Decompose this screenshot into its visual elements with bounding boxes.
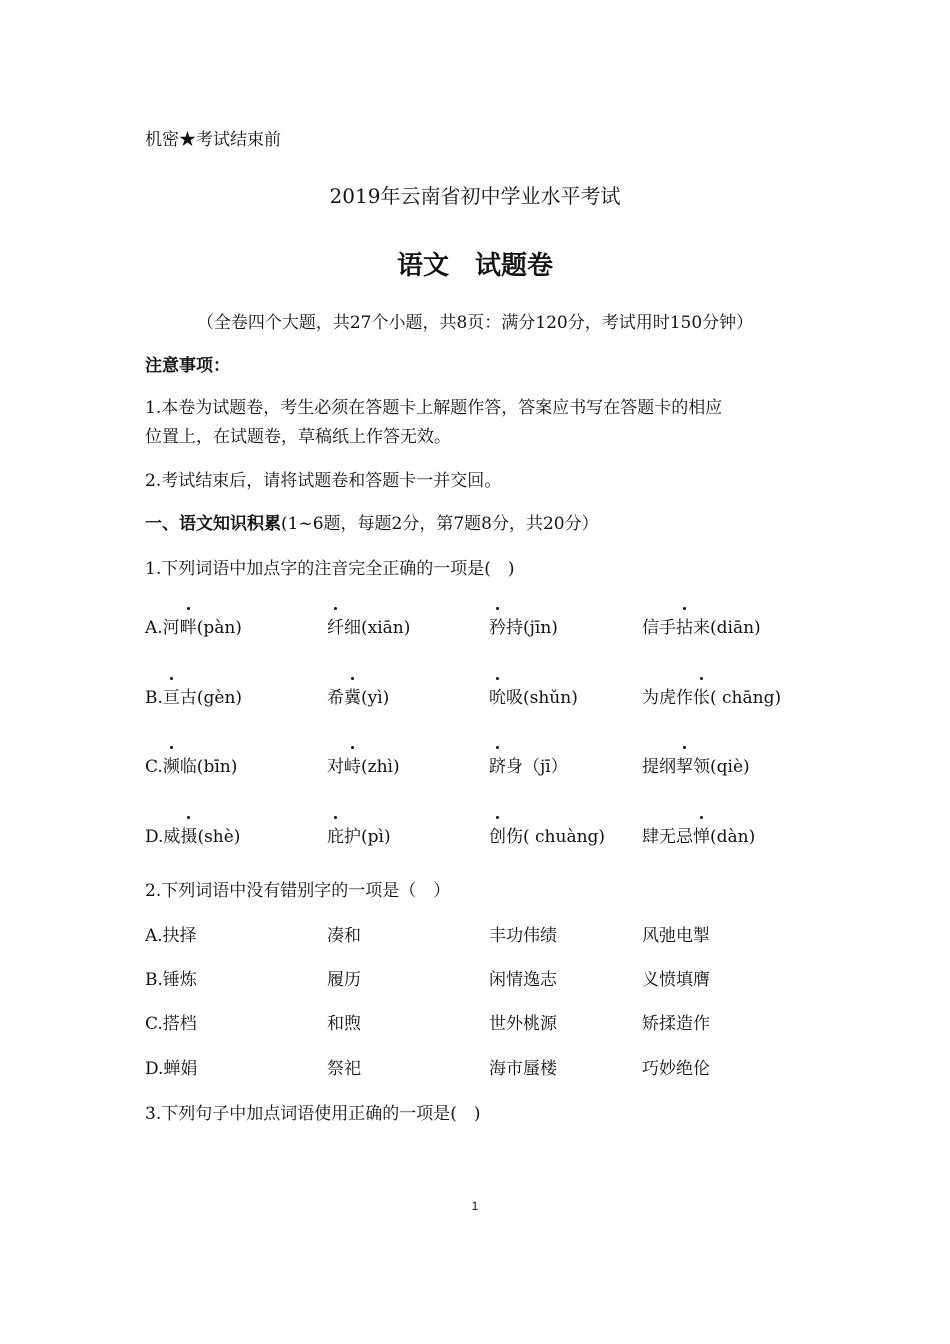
option-text-post: 持(jīn) [506,618,558,638]
option-text-pre: A.河 [145,618,180,638]
option-text-post: 吸(shǔn) [506,688,578,708]
q2-option-d-item-2: 祭祀 [327,1059,361,1079]
option-text-pre: B. [145,688,163,708]
note-item-1-line-2: 位置上，在试题卷，草稿纸上作答无效。 [145,427,451,447]
q1-option-b-item-4 [642,687,781,709]
q1-option-a-item-2 [327,617,410,639]
emphasized-character: 亘 [162,688,180,708]
option-text-post: (yì) [361,688,390,708]
q1-option-c-item-2 [327,756,400,778]
notes-heading: 注意事项： [145,356,230,376]
q2-option-a-item-4: 风弛电掣 [642,926,710,946]
option-text-post: (shè) [197,827,241,847]
emphasized-character: 摄 [180,827,198,847]
q1-option-b-item-3 [489,687,578,709]
option-text-pre: C. [145,757,163,777]
question-3-stem: 3.下列句子中加点词语使用正确的一项是( ) [145,1104,481,1124]
q2-option-c-item-1: C.搭档 [145,1014,197,1034]
emphasized-character: 纤 [327,618,344,638]
note-item-1-line-1: 1.本卷为试题卷，考生必须在答题卡上解题作答，答案应书写在答题卡的相应 [145,398,723,418]
question-1-stem: 1.下列词语中加点字的注音完全正确的一项是( ) [145,559,515,579]
option-text-pre: D.威 [145,827,181,847]
q2-option-b-item-3: 闲情逸志 [489,970,557,990]
option-text-post: 领(qiè) [693,757,750,777]
q1-option-d-item-3 [489,826,605,848]
q1-option-d-item-2 [327,826,391,848]
q1-option-c-item-1 [145,756,237,778]
option-text-post: 身（jī） [506,757,568,777]
q1-option-b-item-1 [145,687,242,709]
emphasized-character: 濒 [162,757,180,777]
option-text-post: ( chāng) [710,688,782,708]
emphasized-character: 冀 [344,688,361,708]
q2-option-d-item-3: 海市蜃楼 [489,1059,557,1079]
option-text-post: 护(pì) [344,827,391,847]
section-1-title: 一、语文知识积累 [145,514,281,534]
option-text-pre: 提纲 [642,757,676,777]
option-text-post: (pàn) [196,618,242,638]
q2-option-c-item-2: 和煦 [327,1014,361,1034]
emphasized-character: 庇 [327,827,344,847]
emphasized-character: 拈 [676,618,693,638]
option-text-pre: 为虎作 [642,688,693,708]
q2-option-c-item-4: 矫揉造作 [642,1014,710,1034]
option-text-pre: 希 [327,688,344,708]
confidential-label: 机密★考试结束前 [145,130,281,150]
option-text-pre: 对 [327,757,344,777]
option-text-post: 伤( chuàng) [506,827,606,847]
option-text-post: 来(diān) [693,618,761,638]
option-text-pre: 肆无忌 [642,827,693,847]
exam-subtitle: （全卷四个大题，共27个小题，共8页：满分120分，考试用时150分钟） [196,313,754,333]
q2-option-b-item-1: B.锤炼 [145,970,197,990]
q1-option-c-item-3 [489,756,568,778]
q1-option-a-item-3 [489,617,558,639]
emphasized-character: 矜 [489,618,506,638]
q2-option-c-item-3: 世外桃源 [489,1014,557,1034]
q2-option-d-item-4: 巧妙绝伦 [642,1059,710,1079]
page-number: 1 [471,1199,479,1213]
q2-option-d-item-1: D.蝉娟 [145,1059,198,1079]
exam-title: 2019年云南省初中学业水平考试 [329,184,621,208]
q1-option-d-item-4 [642,826,755,848]
option-text-post: (zhì) [361,757,400,777]
q1-option-c-item-4 [642,756,750,778]
emphasized-character: 吮 [489,688,506,708]
q1-option-b-item-2 [327,687,389,709]
q1-option-a-item-1 [145,617,242,639]
emphasized-character: 伥 [693,688,710,708]
emphasized-character: 挈 [676,757,693,777]
option-text-post: (dàn) [710,827,756,847]
emphasized-character: 峙 [344,757,361,777]
option-text-post: 古(gèn) [179,688,243,708]
option-text-post: 细(xiān) [344,618,411,638]
q2-option-a-item-3: 丰功伟绩 [489,926,557,946]
paper-title: 语文 试题卷 [396,251,553,281]
q2-option-b-item-4: 义愤填膺 [642,970,710,990]
q2-option-b-item-2: 履历 [327,970,361,990]
emphasized-character: 跻 [489,757,506,777]
option-text-post: 临(bīn) [179,757,238,777]
section-1-heading [145,513,599,535]
q1-option-d-item-1 [145,826,240,848]
option-text-pre: 信手 [642,618,676,638]
question-2-stem: 2.下列词语中没有错别字的一项是（ ） [145,881,451,901]
emphasized-character: 惮 [693,827,710,847]
q1-option-a-item-4 [642,617,761,639]
q2-option-a-item-1: A.抉择 [145,926,197,946]
note-item-2: 2.考试结束后，请将试题卷和答题卡一并交回。 [145,471,502,491]
emphasized-character: 畔 [179,618,197,638]
emphasized-character: 创 [489,827,506,847]
q2-option-a-item-2: 凑和 [327,926,361,946]
section-1-score-note: (1~6题，每题2分，第7题8分，共20分） [281,514,599,534]
